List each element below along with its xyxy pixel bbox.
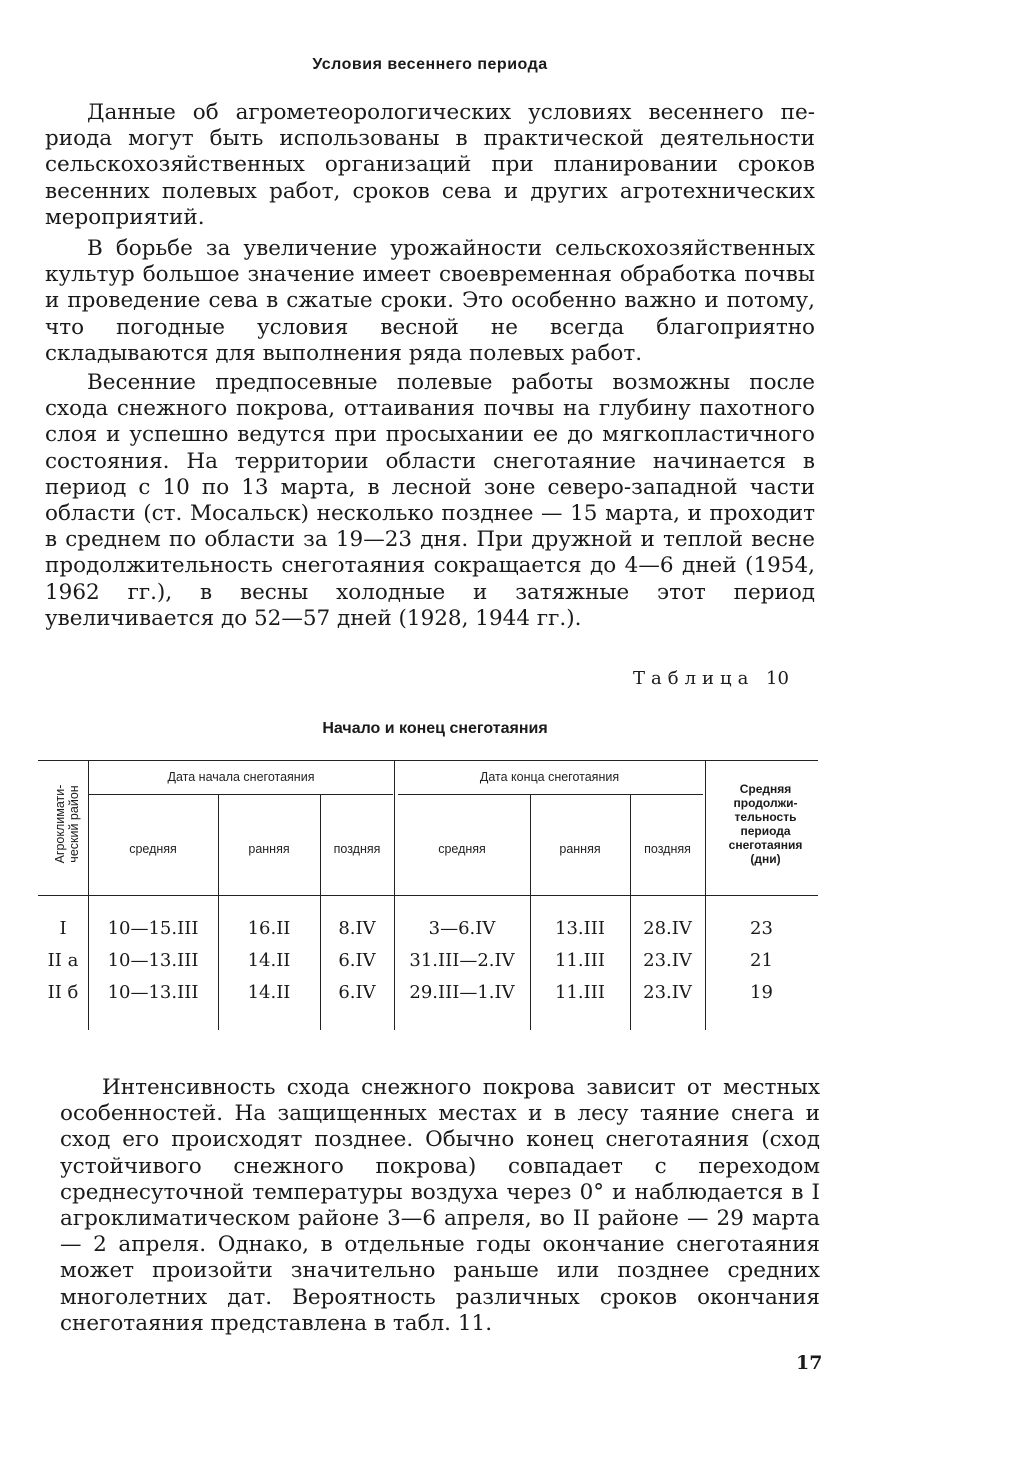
table-cell: 14.II: [247, 950, 291, 971]
table-cell: 6.IV: [338, 982, 376, 1003]
table-cell: I: [59, 918, 67, 939]
table-title: Начало и конец снеготаяния: [322, 720, 548, 737]
table-cell: 10—13.III: [107, 950, 199, 971]
table-cell: II а: [47, 950, 79, 971]
table-cell: 23.IV: [643, 950, 692, 971]
table-cell: 28.IV: [643, 918, 692, 939]
table-cell: 19: [750, 982, 773, 1003]
table-cell: II б: [47, 982, 79, 1003]
header-end-group: Дата конца снеготаяния: [479, 770, 620, 784]
paragraph-2: В борьбе за увеличение урожайности сельскохозяйственных культур большое значение имеет своевременная обработка почвы и проведение сева в сжатые сроки. Это особенно важно и потому, что погодные условия весной не всегда благоприятно складываются для выполнения ряда полевых работ.: [45, 236, 815, 366]
table-cell: 11.III: [555, 950, 605, 971]
paragraph-1: Данные об агрометеорологических условиях весеннего периода могут быть использованы в практической деятельности сельскохозяйственных организаций при планировании сроков весенних полевых работ, сроков сева и других агротехнических мероприятий.: [45, 100, 815, 230]
table-cell: 10—13.III: [107, 982, 199, 1003]
header-region: Агроклиматический район: [53, 784, 81, 864]
start-group-rule: [88, 794, 393, 795]
table-cell: 8.IV: [338, 918, 376, 939]
table-cell: 31.III—2.IV: [409, 950, 515, 971]
header-end-late: поздняя: [644, 842, 691, 856]
header-end-early: ранняя: [559, 842, 601, 856]
table-cell: 16.II: [247, 918, 291, 939]
end-group-rule: [398, 794, 703, 795]
table-cell: 11.III: [555, 982, 605, 1003]
table-cell: 3—6.IV: [428, 918, 496, 939]
header-start-group: Дата начала снеготаяния: [167, 770, 315, 784]
table-cell: 23.IV: [643, 982, 692, 1003]
header-start-early: ранняя: [248, 842, 290, 856]
page-number: 17: [796, 1352, 823, 1374]
table-cell: 13.III: [555, 918, 605, 939]
table-label-number: 10: [766, 668, 789, 689]
header-end-mean: средняя: [438, 842, 486, 856]
table-cell: 6.IV: [338, 950, 376, 971]
snowmelt-table: [38, 760, 818, 1035]
header-duration: Средняя продолжительность периода снеготаяния (дни): [728, 782, 803, 866]
paragraph-4: Интенсивность схода снежного покрова зависит от местных особенностей. На защищенных местах и в лесу таяние снега и сход его происходят позднее. Обычно конец снеготаяния (сход устойчивого снежного покрова) совпадает с переходом среднесуточной температуры воздуха через 0° и наблюдается в I агроклиматическом районе 3—6 апреля, во II районе — 29 марта — 2 апреля. Однако, в отдельные годы окончание снеготаяния может произойти значительно раньше или позднее средних многолетних дат. Вероятность различных сроков окончания снеготаяния представлена в табл. 11.: [60, 1075, 820, 1336]
table-label: [633, 668, 789, 689]
table-cell: 10—15.III: [107, 918, 199, 939]
header-start-mean: средняя: [129, 842, 177, 856]
paragraph-3: Весенние предпосевные полевые работы возможны после схода снежного покрова, оттаивания почвы на глубину пахотного слоя и успешно ведутся при просыхании ее до мягкопластичного состояния. На территории области снеготаяние начинается в период с 10 по 13 марта, в лесной зоне северо-западной части области (ст. Мосальск) несколько позднее — 15 марта, и проходит в среднем по области за 19—23 дня. При дружной и теплой весне продолжительность снеготаяния сокращается до 4—6 дней (1954, 1962 гг.), в весны холодные и затяжные этот период увеличивается до 52—57 дней (1928, 1944 гг.).: [45, 370, 815, 631]
header-start-late: поздняя: [333, 842, 381, 856]
header-bottom-rule: [38, 895, 818, 896]
table-top-rule: [38, 760, 818, 761]
table-label-word: Таблица: [633, 668, 755, 689]
section-title: Условия весеннего периода: [312, 56, 548, 73]
table-cell: 21: [750, 950, 773, 971]
table-cell: 14.II: [247, 982, 291, 1003]
table-cell: 23: [750, 918, 773, 939]
table-cell: 29.III—1.IV: [409, 982, 515, 1003]
